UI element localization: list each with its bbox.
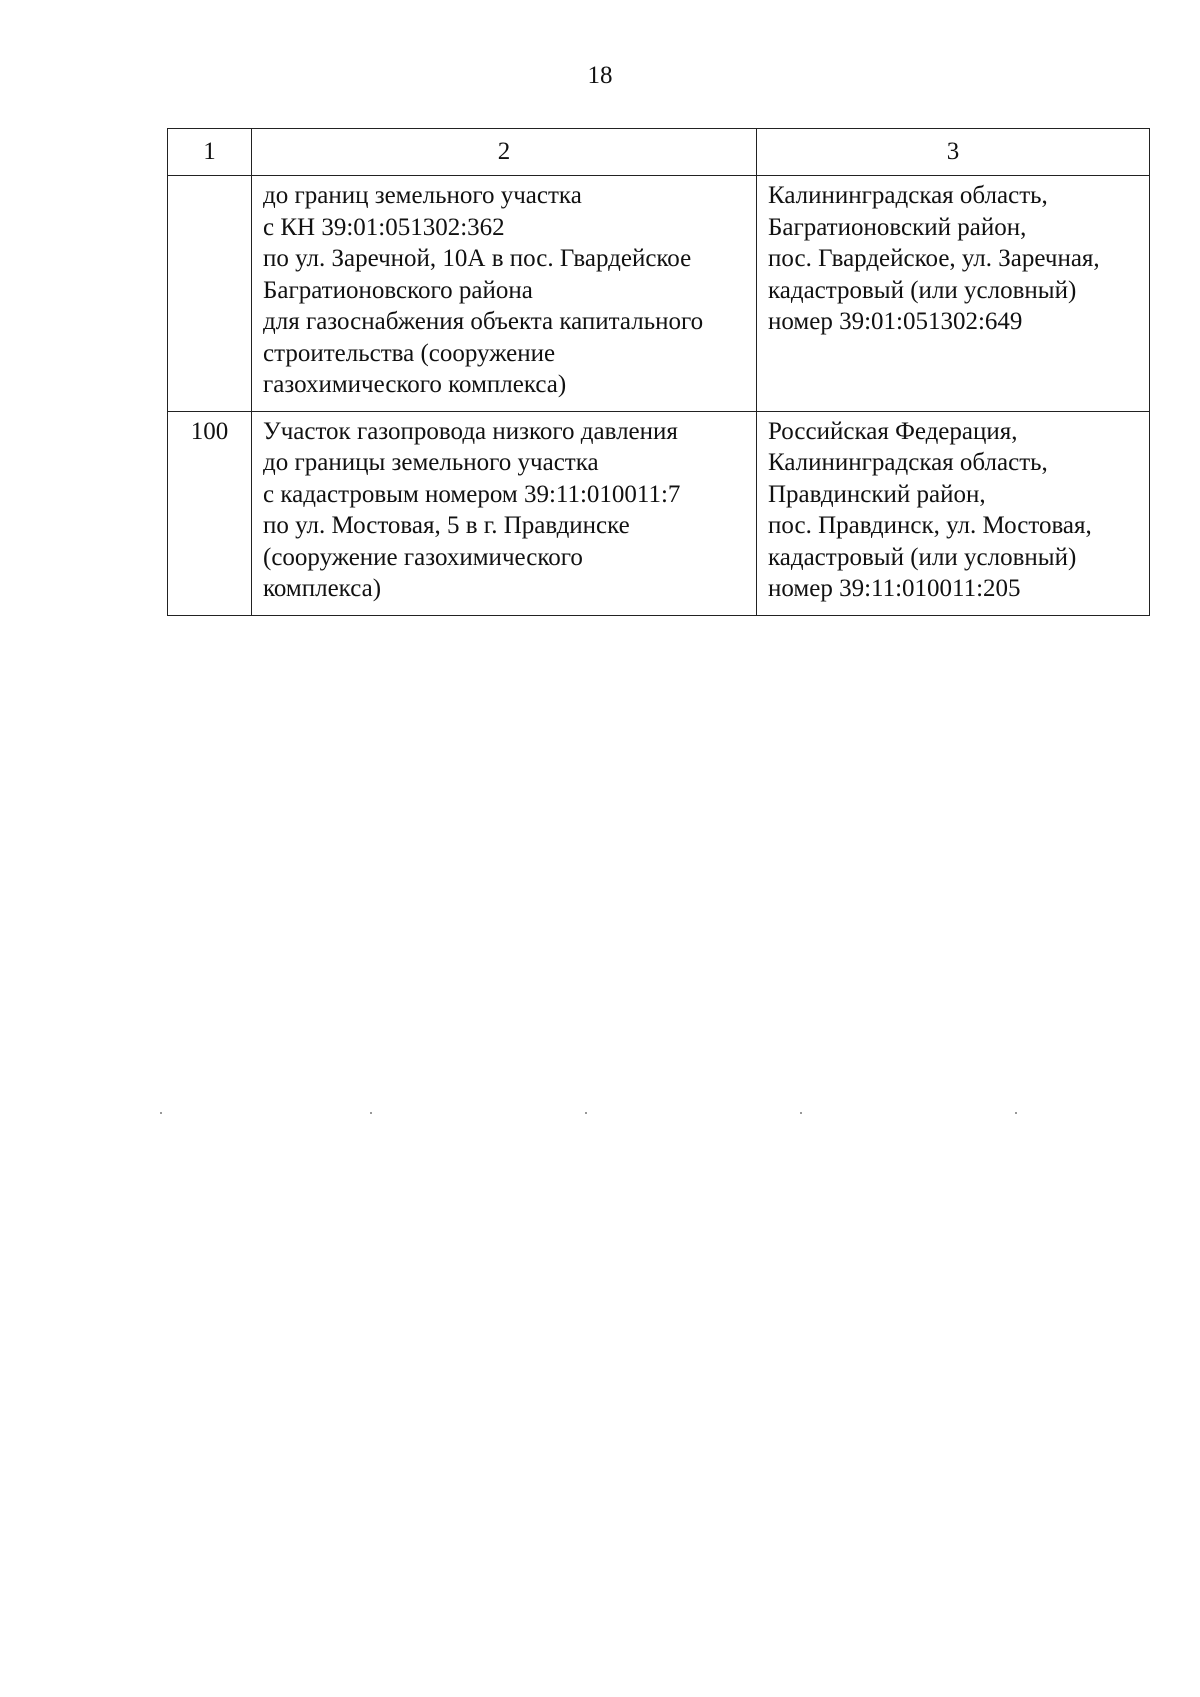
- location-line: Калининградская область,: [768, 182, 1048, 209]
- data-table: [167, 128, 1150, 616]
- description-line: комплекса): [263, 575, 382, 602]
- object-description-cell: [252, 176, 757, 412]
- scan-dot: [160, 1112, 162, 1114]
- scan-artifact-dots: [160, 1112, 1040, 1116]
- description-line: с КН 39:01:051302:362: [263, 213, 505, 241]
- description-line: строительства (сооружение: [263, 339, 556, 367]
- location-line: пос. Гвардейское, ул. Заречная,: [768, 245, 1100, 272]
- location-line: кадастровый (или условный): [768, 276, 1077, 304]
- table-header-row: [168, 129, 1150, 176]
- location-line: номер 39:01:051302:649: [768, 308, 1023, 335]
- description-line: газохимического комплекса): [263, 371, 567, 398]
- description-line: (сооружение газохимического: [263, 543, 583, 571]
- description-line: Участок газопровода низкого давления: [263, 417, 678, 445]
- description-line: до границы земельного участка: [263, 449, 599, 476]
- location-line: Калининградская область,: [768, 449, 1048, 476]
- column-header-1: 1: [168, 129, 252, 176]
- scan-dot: [800, 1112, 802, 1114]
- description-line: для газоснабжения объекта капитального: [263, 308, 704, 335]
- table-row: [168, 411, 1150, 615]
- column-header-3: 3: [757, 129, 1150, 176]
- description-line: до границ земельного участка: [263, 182, 582, 209]
- scan-dot: [1015, 1112, 1017, 1114]
- scan-dot: [370, 1112, 372, 1114]
- location-cell: [757, 176, 1150, 412]
- description-line: с кадастровым номером 39:11:010011:7: [263, 480, 681, 508]
- location-line: кадастровый (или условный): [768, 543, 1077, 571]
- description-line: по ул. Мостовая, 5 в г. Правдинске: [263, 512, 630, 539]
- object-description-cell: [252, 411, 757, 615]
- location-line: номер 39:11:010011:205: [768, 575, 1021, 602]
- location-cell: [757, 411, 1150, 615]
- page-number: 18: [587, 62, 613, 89]
- scan-dot: [585, 1112, 587, 1114]
- row-number: [168, 176, 252, 412]
- location-line: Багратионовский район,: [768, 213, 1027, 241]
- location-line: Российская Федерация,: [768, 417, 1018, 445]
- location-line: Правдинский район,: [768, 480, 986, 508]
- description-line: Багратионовского района: [263, 276, 533, 304]
- location-line: пос. Правдинск, ул. Мостовая,: [768, 512, 1092, 539]
- description-line: по ул. Заречной, 10А в пос. Гвардейское: [263, 245, 692, 272]
- row-number: 100: [168, 411, 252, 615]
- table-row: [168, 176, 1150, 412]
- column-header-2: 2: [252, 129, 757, 176]
